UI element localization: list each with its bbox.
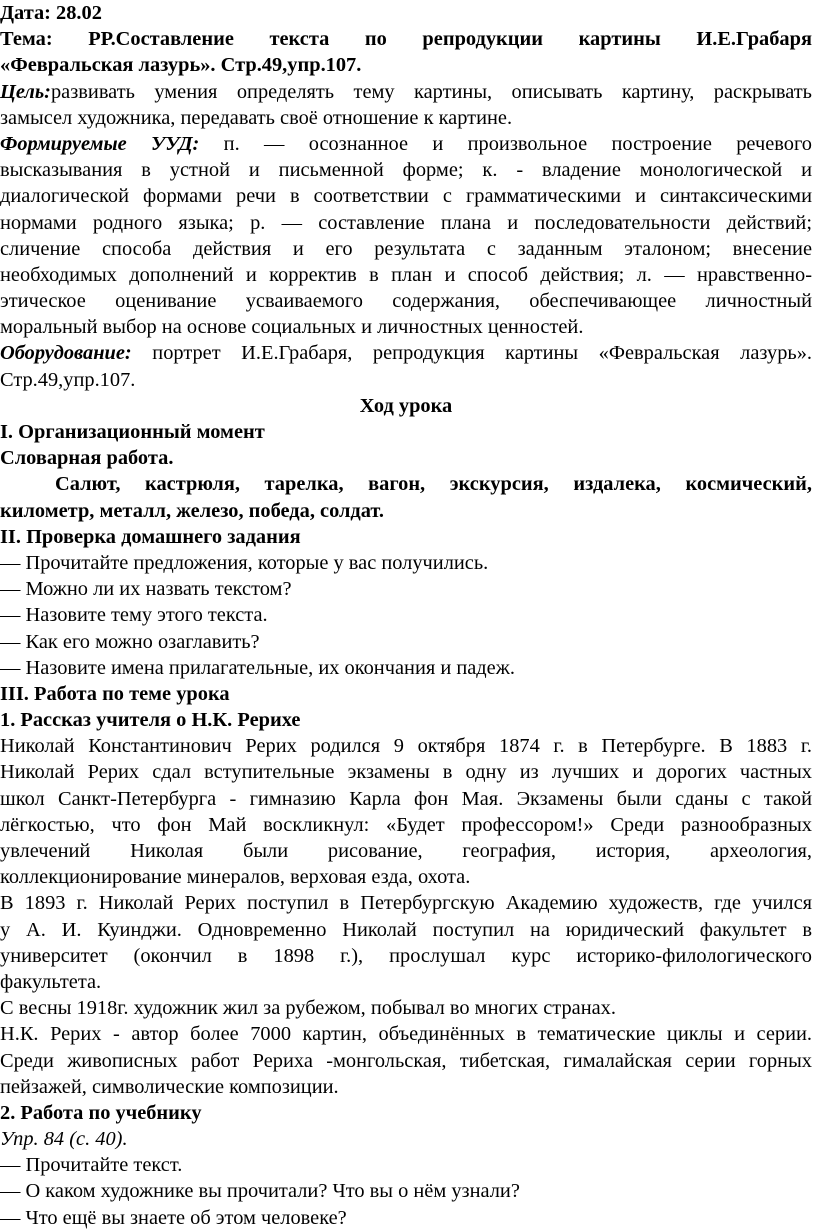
textbook-question: ― О каком художнике вы прочитали? Что вы о нём узнали? bbox=[0, 1180, 520, 1203]
homework-question: ― Можно ли их назвать текстом? bbox=[0, 578, 292, 601]
vocabulary-line-2: километр, металл, железо, победа, солдат. bbox=[0, 499, 384, 522]
paragraph-2-line: В 1893 г. Николай Рерих поступил в Петербургскую Академию художеств, где учился bbox=[0, 892, 812, 915]
paragraph-1-line: лёгкостью, что фон Май воскликнул: «Будет профессором!» Среди разнообразных bbox=[0, 813, 812, 836]
uud-line-8: моральный выбор на основе социальных и личностных ценностей. bbox=[0, 316, 584, 339]
paragraph-2-line: у А. И. Куинджи. Одновременно Николай поступил на юридический факультет в bbox=[0, 918, 812, 941]
section-2-title: II. Проверка домашнего задания bbox=[0, 525, 301, 548]
goal-text: развивать умения определять тему картины, описывать картину, раскрывать bbox=[50, 80, 812, 103]
paragraph-2-line: университет (окончил в 1898 г.), прослушал курс историко-филологического bbox=[0, 944, 812, 967]
goal-label: Цель: bbox=[0, 80, 51, 103]
homework-question: ― Как его можно озаглавить? bbox=[0, 630, 260, 653]
paragraph-1-line: коллекционирование минералов, верховая езда, охота. bbox=[0, 866, 471, 889]
section-3-title: III. Работа по теме урока bbox=[0, 682, 230, 705]
goal-line-1 bbox=[0, 79, 812, 105]
uud-line-4: нормами родного языка; р. ― составление плана и последовательности действий; bbox=[0, 211, 812, 234]
topic-label: Тема: bbox=[0, 28, 53, 51]
uud-line-1 bbox=[0, 131, 812, 157]
paragraph-1-line: Николай Константинович Рерих родился 9 октября 1874 г. в Петербурге. В 1883 г. bbox=[0, 735, 812, 758]
topic-line-1 bbox=[0, 26, 812, 52]
textbook-question: ― Прочитайте текст. bbox=[0, 1154, 183, 1177]
paragraph-4-line: Н.К. Рерих - автор более 7000 картин, объединённых в тематические циклы и серии. bbox=[0, 1023, 812, 1046]
paragraph-2-line: факультета. bbox=[0, 970, 102, 993]
lesson-progress-title: Ход урока bbox=[359, 394, 453, 417]
equipment-line-2: Стр.49,упр.107. bbox=[0, 368, 136, 391]
subsection-2-title: 2. Работа по учебнику bbox=[0, 1101, 202, 1124]
topic-line-2: «Февральская лазурь». Стр.49,упр.107. bbox=[0, 54, 362, 77]
lesson-date: Дата: 28.02 bbox=[0, 2, 102, 24]
uud-text-1: п. ― осознанное и произвольное построение речевого bbox=[223, 132, 812, 155]
uud-line-7: этическое оценивание усваиваемого содержания, обеспечивающее личностный bbox=[0, 290, 812, 313]
topic-text: РР.Составление текста по репродукции картины И.Е.Грабаря bbox=[88, 28, 812, 51]
vocabulary-line-1: Салют, кастрюля, тарелка, вагон, экскурсия, издалека, космический, bbox=[55, 473, 812, 496]
paragraph-1-line: Николай Рерих сдал вступительные экзамены в одну из лучших и дорогих частных bbox=[0, 761, 812, 784]
exercise-reference: Упр. 84 (с. 40). bbox=[0, 1128, 128, 1151]
uud-line-3: диалогической формами речи в соответствии с грамматическими и синтаксическими bbox=[0, 185, 812, 208]
paragraph-1-line: увлечений Николая были рисование, география, история, археология, bbox=[0, 840, 812, 862]
uud-label: Формируемые УУД: bbox=[0, 132, 200, 155]
homework-question: ― Назовите имена прилагательные, их окончания и падеж. bbox=[0, 656, 515, 679]
uud-line-6: необходимых дополнений и корректив в план и способ действия; л. ― нравственно- bbox=[0, 263, 812, 286]
section-1-title: I. Организационный момент bbox=[0, 421, 265, 443]
equipment-text: портрет И.Е.Грабаря, репродукция картины «Февральская лазурь». bbox=[152, 342, 812, 365]
equipment-label: Оборудование: bbox=[0, 342, 132, 365]
homework-question: ― Прочитайте предложения, которые у вас получились. bbox=[0, 551, 489, 574]
paragraph-4-line: пейзажей, символические композиции. bbox=[0, 1075, 339, 1098]
uud-line-5: сличение способа действия и его результата с заданным эталоном; внесение bbox=[0, 237, 812, 260]
equipment-line-1 bbox=[0, 340, 812, 366]
textbook-question: ― Что ещё вы знаете об этом человеке? bbox=[0, 1206, 347, 1229]
paragraph-1-line: школ Санкт-Петербурга - гимназию Карла фон Мая. Экзамены были сданы с такой bbox=[0, 787, 812, 810]
paragraph-3: С весны 1918г. художник жил за рубежом, побывал во многих странах. bbox=[0, 997, 616, 1020]
paragraph-4-line: Среди живописных работ Рериха -монгольская, тибетская, гималайская серии горных bbox=[0, 1049, 812, 1072]
vocabulary-title: Словарная работа. bbox=[0, 447, 174, 470]
uud-line-2: высказывания в устной и письменной форме; к. - владение монологической и bbox=[0, 159, 812, 182]
subsection-1-title: 1. Рассказ учителя о Н.К. Рерихе bbox=[0, 709, 301, 732]
homework-question: ― Назовите тему этого текста. bbox=[0, 604, 268, 627]
goal-line-2: замысел художника, передавать своё отношение к картине. bbox=[0, 106, 513, 129]
